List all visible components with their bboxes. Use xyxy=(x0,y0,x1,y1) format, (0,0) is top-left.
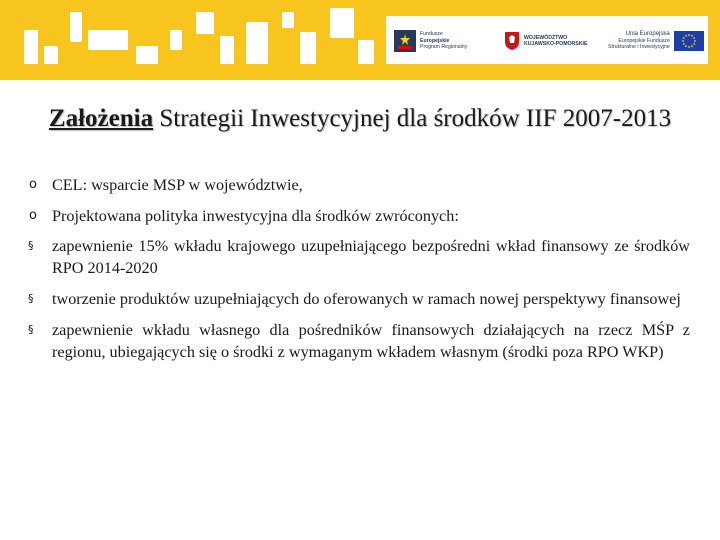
logos-panel xyxy=(386,16,708,64)
decor-shape xyxy=(44,46,58,64)
list-item xyxy=(26,235,690,279)
decor-shape xyxy=(70,12,82,42)
eu-logo xyxy=(608,24,704,58)
decor-shape xyxy=(170,30,182,50)
list-item-text: tworzenie produktów uzupełniających do oferowanych w ramach nowej perspektywy finansowej xyxy=(52,290,681,308)
list-item-text: CEL: wsparcie MSP w województwie, xyxy=(52,176,303,194)
list-item xyxy=(26,319,690,363)
funds-emblem-icon xyxy=(394,30,416,52)
eu-flag-icon xyxy=(674,31,704,51)
list-item-text: zapewnienie wkładu własnego dla pośredników finansowych działających na rzecz MŚP z regionu, ubiegających się o środki z wymaganym wkładem własnym (środki poza RPO WKP) xyxy=(52,321,690,361)
funds-logo-text: Fundusze Europejskie Program Regionalny xyxy=(420,31,468,51)
bullet-list xyxy=(26,174,690,363)
list-item-text: zapewnienie 15% wkładu krajowego uzupełniającego bezpośredni wkład finansowy ze środków RPO 2014-2020 xyxy=(52,237,690,277)
eu-logo-text: Unia Europejska Europejskie Fundusze Strukturalne i Inwestycyjne xyxy=(608,31,670,51)
decor-shape xyxy=(24,30,38,64)
list-item-text: Projektowana polityka inwestycyjna dla środków zwróconych: xyxy=(52,207,459,225)
decor-shape xyxy=(88,30,128,50)
list-item xyxy=(26,174,690,196)
region-logo xyxy=(504,24,587,58)
region-crest-icon xyxy=(504,31,520,51)
square-bullet-icon: § xyxy=(28,323,34,336)
region-logo-text: WOJEWÓDZTWO KUJAWSKO-POMORSKIE xyxy=(524,34,588,47)
square-bullet-icon: § xyxy=(28,239,34,252)
decor-shape xyxy=(196,12,214,34)
decor-shape xyxy=(282,12,294,28)
title-emphasis: Założenia xyxy=(48,105,154,132)
decor-shape xyxy=(358,40,374,64)
list-item xyxy=(26,288,690,310)
circle-bullet-icon: o xyxy=(29,177,37,192)
decor-shape xyxy=(136,46,158,64)
funds-logo xyxy=(394,24,467,58)
header-band xyxy=(0,0,720,80)
decor-shape xyxy=(330,8,354,38)
page-title xyxy=(30,104,690,134)
square-bullet-icon: § xyxy=(28,292,34,305)
circle-bullet-icon: o xyxy=(29,208,37,223)
list-item xyxy=(26,205,690,227)
decor-shape xyxy=(246,22,268,64)
decor-shape xyxy=(300,32,316,64)
decor-shape xyxy=(220,36,234,64)
title-rest: Strategii Inwestycyjnej dla środków IIF 2007-2013 xyxy=(153,105,672,132)
